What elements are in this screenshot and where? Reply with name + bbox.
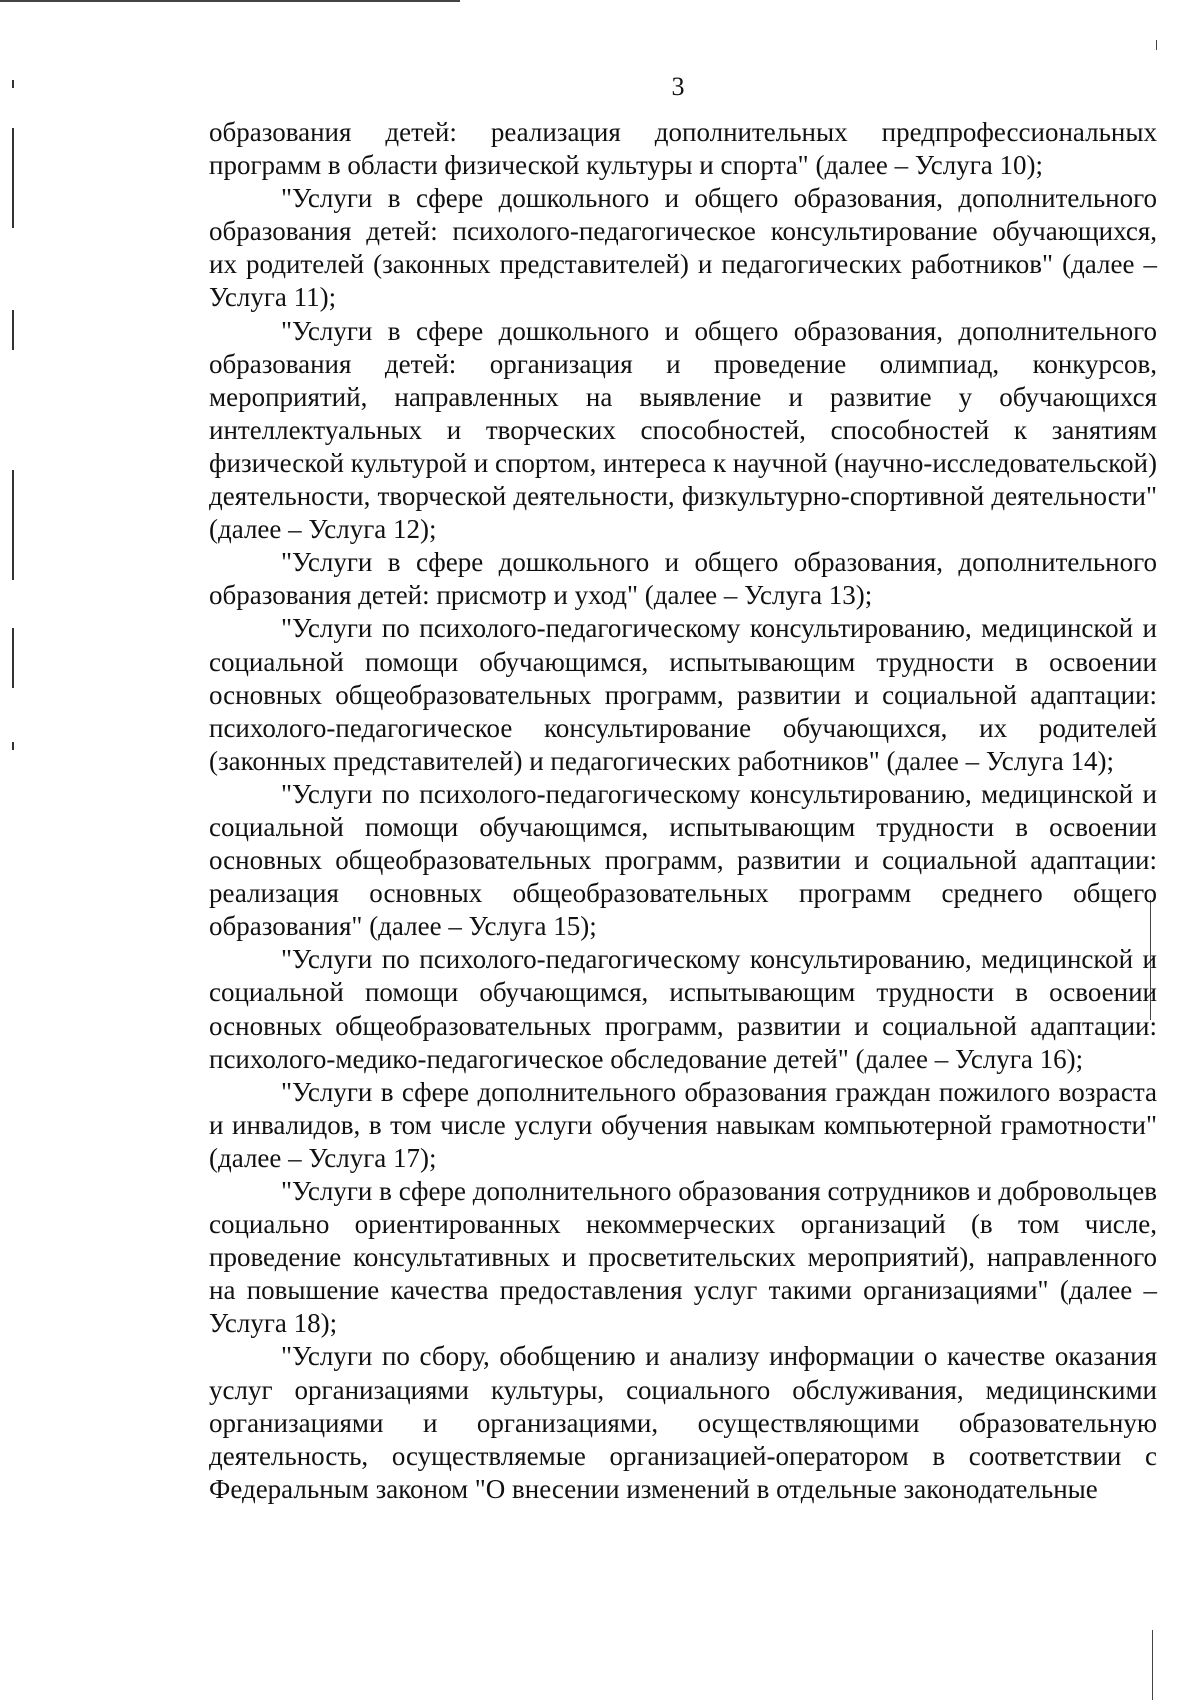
scan-margin-mark [12, 628, 14, 688]
paragraph: "Услуги по психолого-педагогическому консультированию, медицинской и социальной помощи обучающимся, испытывающим трудности в освоении основных общеобразовательных программ, развитии и социальной адаптации: психолого-педагогическое консультирование обучающихся, их родителей (законных представителей) и педагогических работников" (далее – Услуга 14); [209, 613, 1157, 776]
paragraph: "Услуги по сбору, обобщению и анализу информации о качестве оказания услуг организациями культуры, социального обслуживания, медицинскими организациями и организациями, осуществляющими образовательную деятельность, осуществляемые организацией-оператором в соответствии с Федеральным законом "О внесении изменений в отдельные законодательные [209, 1341, 1157, 1504]
scan-margin-mark [12, 310, 14, 350]
paragraph: "Услуги в сфере дополнительного образования сотрудников и добровольцев социально ориентированных некоммерческих организаций (в том числе, проведение консультативных и просветительских мероприятий), направленного на повышение качества предоставления услуг такими организациями" (далее – Услуга 18); [209, 1176, 1157, 1339]
document-body [209, 116, 1157, 1506]
paragraph: "Услуги в сфере дополнительного образования граждан пожилого возраста и инвалидов, в том числе услуги обучения навыкам компьютерной грамотности" (далее – Услуга 17); [209, 1076, 1157, 1173]
paragraph: образования детей: реализация дополнительных предпрофессиональных программ в области физической культуры и спорта" (далее – Услуга 10); [209, 117, 1157, 181]
paragraph: "Услуги в сфере дошкольного и общего образования, дополнительного образования детей: присмотр и уход" (далее – Услуга 13); [209, 547, 1157, 611]
paragraph: "Услуги в сфере дошкольного и общего образования, дополнительного образования детей: организация и проведение олимпиад, конкурсов, мероприятий, направленных на выявление и развитие у обучающихся интеллектуальных и творческих способностей, способностей к занятиям физической культурой и спортом, интереса к научной (научно-исследовательской) деятельности, творческой деятельности, физкультурно-спортивной деятельности" (далее – Услуга 12); [209, 315, 1157, 545]
scan-margin-mark [12, 128, 14, 228]
paragraph: "Услуги в сфере дошкольного и общего образования, дополнительного образования детей: психолого-педагогическое консультирование обучающихся, их родителей (законных представителей) и педагогических работников" (далее – Услуга 11); [209, 183, 1157, 313]
scan-margin-mark [1152, 1630, 1153, 1700]
scan-margin-mark [1156, 40, 1157, 50]
page-number: 3 [671, 72, 685, 101]
paragraph: "Услуги по психолого-педагогическому консультированию, медицинской и социальной помощи обучающимся, испытывающим трудности в освоении основных общеобразовательных программ, развитии и социальной адаптации: реализация основных общеобразовательных программ среднего общего образования" (далее – Услуга 15); [209, 778, 1157, 942]
scan-margin-mark [12, 742, 14, 750]
scan-margin-mark [12, 470, 14, 580]
paragraph: "Услуги по психолого-педагогическому консультированию, медицинской и социальной помощи обучающимся, испытывающим трудности в освоении основных общеобразовательных программ, развитии и социальной адаптации: психолого-медико-педагогическое обследование детей" (далее – Услуга 16); [209, 944, 1157, 1074]
scan-edge-line [0, 0, 460, 2]
